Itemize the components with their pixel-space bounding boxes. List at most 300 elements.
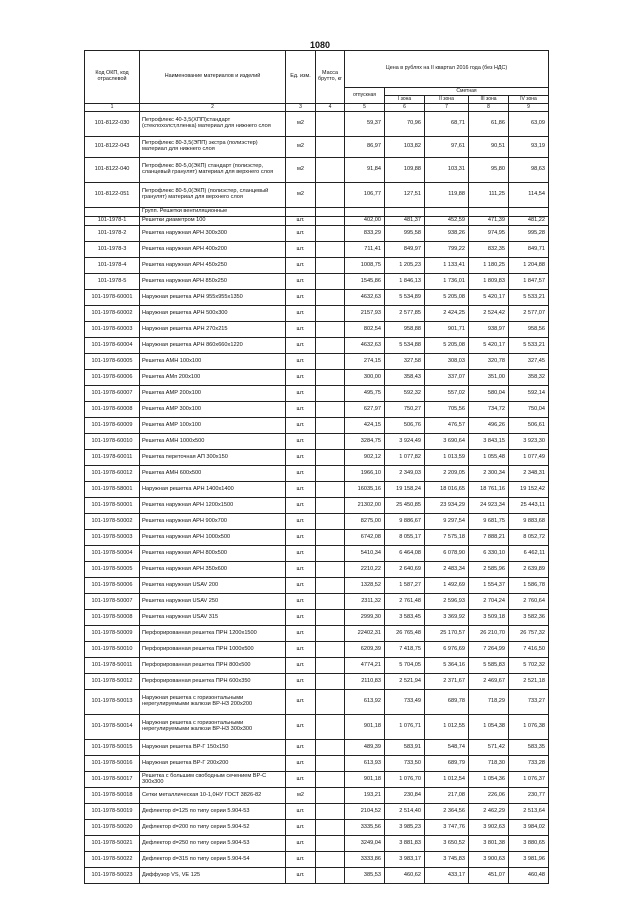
row-code: 101-1978-50007: [85, 594, 140, 610]
row-release-price: 711,41: [345, 242, 385, 258]
row-zone3-price: 95,80: [469, 158, 509, 183]
row-name: Перфорированная решетка ПРН 600x350: [140, 674, 286, 690]
row-zone4-price: 1 077,49: [509, 450, 549, 466]
row-zone4-price: [509, 208, 549, 217]
row-release-price: 86,97: [345, 137, 385, 158]
row-unit: шт.: [286, 217, 316, 226]
row-unit: шт.: [286, 626, 316, 642]
row-unit: шт.: [286, 434, 316, 450]
row-code: 101-1978-50006: [85, 578, 140, 594]
row-name: Решетка наружная АРН 850x250: [140, 274, 286, 290]
row-zone4-price: 7 416,50: [509, 642, 549, 658]
row-release-price: 3333,86: [345, 852, 385, 868]
row-release-price: 22402,31: [345, 626, 385, 642]
header-zone2: II зона: [425, 96, 469, 104]
row-zone3-price: 938,97: [469, 322, 509, 338]
row-mass: [316, 852, 345, 868]
row-zone2-price: 1 133,41: [425, 258, 469, 274]
row-zone2-price: 6 976,69: [425, 642, 469, 658]
row-zone1-price: 3 983,17: [385, 852, 425, 868]
row-name: Решетка наружная USAV 250: [140, 594, 286, 610]
table-row: [85, 836, 549, 852]
row-mass: [316, 578, 345, 594]
row-release-price: 613,92: [345, 690, 385, 715]
row-zone1-price: 230,84: [385, 788, 425, 804]
row-zone3-price: 90,51: [469, 137, 509, 158]
row-zone2-price: 6 078,90: [425, 546, 469, 562]
row-name: Решетка АМР 300x100: [140, 402, 286, 418]
row-zone3-price: 2 462,29: [469, 804, 509, 820]
row-mass: [316, 836, 345, 852]
row-mass: [316, 217, 345, 226]
row-name: Решетка АМР 200x100: [140, 386, 286, 402]
row-mass: [316, 158, 345, 183]
row-mass: [316, 450, 345, 466]
row-release-price: 2210,22: [345, 562, 385, 578]
table-row: [85, 578, 549, 594]
row-zone2-price: 337,07: [425, 370, 469, 386]
row-zone2-price: 689,78: [425, 690, 469, 715]
row-zone2-price: 3 747,76: [425, 820, 469, 836]
row-release-price: 901,18: [345, 772, 385, 788]
row-zone3-price: 2 469,67: [469, 674, 509, 690]
row-zone2-price: 103,31: [425, 158, 469, 183]
row-zone1-price: 6 464,08: [385, 546, 425, 562]
row-name: Петрофлекс 80-5,0(ЭКП) (полиэстер, сланцевый гранулят) материал для верхнего слоя: [140, 183, 286, 208]
row-unit: шт.: [286, 290, 316, 306]
row-code: 101-1978-1: [85, 217, 140, 226]
row-unit: шт.: [286, 772, 316, 788]
row-release-price: 2157,93: [345, 306, 385, 322]
row-zone4-price: 98,63: [509, 158, 549, 183]
row-zone4-price: 481,22: [509, 217, 549, 226]
row-zone4-price: 19 152,42: [509, 482, 549, 498]
row-zone3-price: 226,06: [469, 788, 509, 804]
row-zone3-price: 3 902,63: [469, 820, 509, 836]
row-mass: [316, 112, 345, 137]
row-zone2-price: 68,71: [425, 112, 469, 137]
table-row: [85, 498, 549, 514]
row-name: Решетка АМН 600x500: [140, 466, 286, 482]
row-code: 101-1978-2: [85, 226, 140, 242]
row-zone2-price: 119,88: [425, 183, 469, 208]
row-release-price: 193,21: [345, 788, 385, 804]
row-code: 101-1978-60005: [85, 354, 140, 370]
row-name: Наружная решетка АРН 860x660x1220: [140, 338, 286, 354]
row-code: 101-1978-50002: [85, 514, 140, 530]
table-row: [85, 217, 549, 226]
row-mass: [316, 740, 345, 756]
row-release-price: [345, 208, 385, 217]
row-zone1-price: 733,50: [385, 756, 425, 772]
row-zone4-price: 1 204,88: [509, 258, 549, 274]
row-code: 101-1978-60009: [85, 418, 140, 434]
row-zone3-price: 1 554,37: [469, 578, 509, 594]
row-zone3-price: 832,35: [469, 242, 509, 258]
row-zone4-price: 25 443,11: [509, 498, 549, 514]
row-zone2-price: 217,08: [425, 788, 469, 804]
row-name: Решетка АМН 1000x500: [140, 434, 286, 450]
row-zone4-price: 93,19: [509, 137, 549, 158]
row-mass: [316, 354, 345, 370]
row-zone2-price: 689,79: [425, 756, 469, 772]
row-unit: шт.: [286, 498, 316, 514]
row-mass: [316, 466, 345, 482]
row-mass: [316, 498, 345, 514]
row-unit: шт.: [286, 562, 316, 578]
row-mass: [316, 306, 345, 322]
row-zone3-price: 580,04: [469, 386, 509, 402]
row-zone4-price: 3 582,36: [509, 610, 549, 626]
row-release-price: 91,84: [345, 158, 385, 183]
table-row: [85, 137, 549, 158]
row-mass: [316, 642, 345, 658]
row-release-price: 4632,63: [345, 338, 385, 354]
table-row: [85, 594, 549, 610]
row-zone3-price: 111,25: [469, 183, 509, 208]
row-name: Решетка наружная АРН 1200x1500: [140, 498, 286, 514]
row-mass: [316, 242, 345, 258]
table-row: [85, 226, 549, 242]
row-name: Наружная решетка с горизонтальными нерегулируемыми жалюзи ВР-НЗ 300x300: [140, 715, 286, 740]
row-zone1-price: 7 418,75: [385, 642, 425, 658]
row-unit: шт.: [286, 546, 316, 562]
row-unit: шт.: [286, 450, 316, 466]
row-release-price: 1328,52: [345, 578, 385, 594]
row-release-price: 2104,52: [345, 804, 385, 820]
row-code: 101-1978-60006: [85, 370, 140, 386]
row-release-price: 5410,34: [345, 546, 385, 562]
table-row: [85, 715, 549, 740]
row-zone2-price: 2 364,56: [425, 804, 469, 820]
row-zone4-price: 2 521,18: [509, 674, 549, 690]
row-unit: шт.: [286, 868, 316, 884]
row-zone3-price: 320,78: [469, 354, 509, 370]
row-mass: [316, 772, 345, 788]
row-zone1-price: 25 450,85: [385, 498, 425, 514]
row-release-price: 2110,83: [345, 674, 385, 690]
table-row: [85, 562, 549, 578]
row-code: 101-1978-50019: [85, 804, 140, 820]
row-zone1-price: 592,32: [385, 386, 425, 402]
row-zone4-price: 327,45: [509, 354, 549, 370]
row-zone3-price: 26 210,70: [469, 626, 509, 642]
row-mass: [316, 482, 345, 498]
row-zone2-price: 3 369,92: [425, 610, 469, 626]
row-code: 101-1978-50014: [85, 715, 140, 740]
row-zone1-price: 733,49: [385, 690, 425, 715]
row-zone4-price: 460,48: [509, 868, 549, 884]
row-zone2-price: [425, 208, 469, 217]
row-code: 101-1978-50015: [85, 740, 140, 756]
row-zone3-price: 24 923,34: [469, 498, 509, 514]
header-unit: Ед. изм.: [286, 51, 316, 104]
row-name: Наружная решетка АРН 1400x1400: [140, 482, 286, 498]
row-zone1-price: 1 076,70: [385, 772, 425, 788]
row-zone2-price: 25 170,57: [425, 626, 469, 642]
row-zone2-price: 3 690,64: [425, 434, 469, 450]
row-mass: [316, 788, 345, 804]
row-zone2-price: 901,71: [425, 322, 469, 338]
row-zone4-price: 63,09: [509, 112, 549, 137]
row-zone3-price: 2 300,34: [469, 466, 509, 482]
row-zone1-price: 1 077,82: [385, 450, 425, 466]
row-zone4-price: 3 981,96: [509, 852, 549, 868]
header-zone3: III зона: [469, 96, 509, 104]
row-unit: шт.: [286, 466, 316, 482]
row-zone4-price: 358,32: [509, 370, 549, 386]
row-name: Диффузор VS, VE 125: [140, 868, 286, 884]
row-zone2-price: 3 650,52: [425, 836, 469, 852]
row-release-price: 2311,32: [345, 594, 385, 610]
row-zone1-price: 481,37: [385, 217, 425, 226]
row-name: Решетка наружная USAV 200: [140, 578, 286, 594]
header-zone1: I зона: [385, 96, 425, 104]
row-name: Перфорированная решетка ПРН 800x500: [140, 658, 286, 674]
row-release-price: 4632,63: [345, 290, 385, 306]
row-zone3-price: 1 054,36: [469, 772, 509, 788]
row-code: 101-1978-50003: [85, 530, 140, 546]
row-release-price: 6209,39: [345, 642, 385, 658]
row-name: Наружная решетка ВР-Г 200x200: [140, 756, 286, 772]
row-zone4-price: 1 076,38: [509, 715, 549, 740]
row-unit: шт.: [286, 306, 316, 322]
column-index: 1: [85, 104, 140, 112]
row-unit: шт.: [286, 274, 316, 290]
row-zone1-price: 3 881,83: [385, 836, 425, 852]
row-unit: [286, 208, 316, 217]
row-mass: [316, 626, 345, 642]
row-zone3-price: 1 180,25: [469, 258, 509, 274]
row-zone3-price: 2 585,96: [469, 562, 509, 578]
row-code: [85, 208, 140, 217]
row-unit: шт.: [286, 418, 316, 434]
row-release-price: 106,77: [345, 183, 385, 208]
row-name: Петрофлекс 80-5,0(ЭКП) стандарт (полиэстер, сланцевый гранулят) материал для верхнего слоя: [140, 158, 286, 183]
row-name: Петрофлекс 80-3,5(ЭПП) экстра (полиэстер) материал для нижнего слоя: [140, 137, 286, 158]
row-zone1-price: 2 761,48: [385, 594, 425, 610]
row-code: 101-1978-50020: [85, 820, 140, 836]
row-name: Перфорированная решетка ПРН 1200x1500: [140, 626, 286, 642]
row-zone1-price: 460,62: [385, 868, 425, 884]
row-zone1-price: 958,88: [385, 322, 425, 338]
column-index-row: [85, 104, 549, 112]
row-name: Решетка переточная АП 300x150: [140, 450, 286, 466]
row-name: Решетка наружная USAV 315: [140, 610, 286, 626]
table-row: [85, 450, 549, 466]
row-unit: шт.: [286, 258, 316, 274]
row-zone3-price: 2 524,42: [469, 306, 509, 322]
row-code: 101-8122-030: [85, 112, 140, 137]
row-zone4-price: 2 348,31: [509, 466, 549, 482]
row-code: 101-1978-60008: [85, 402, 140, 418]
row-zone2-price: 705,56: [425, 402, 469, 418]
row-zone1-price: 70,96: [385, 112, 425, 137]
row-zone3-price: 3 900,63: [469, 852, 509, 868]
row-code: 101-1978-50018: [85, 788, 140, 804]
row-zone4-price: 3 923,30: [509, 434, 549, 450]
row-zone1-price: 9 886,67: [385, 514, 425, 530]
table-row: [85, 354, 549, 370]
table-row: [85, 418, 549, 434]
row-code: 101-1978-60002: [85, 306, 140, 322]
row-name: Решетка наружная АРН 800x500: [140, 546, 286, 562]
row-zone4-price: 5 533,21: [509, 290, 549, 306]
row-zone2-price: 97,61: [425, 137, 469, 158]
row-mass: [316, 386, 345, 402]
row-zone3-price: 2 704,24: [469, 594, 509, 610]
row-mass: [316, 610, 345, 626]
row-zone1-price: 995,58: [385, 226, 425, 242]
row-name: Решетка наружная АРН 300x300: [140, 226, 286, 242]
row-zone1-price: 2 640,69: [385, 562, 425, 578]
row-mass: [316, 820, 345, 836]
row-mass: [316, 674, 345, 690]
row-unit: шт.: [286, 482, 316, 498]
row-code: 101-1978-50001: [85, 498, 140, 514]
row-zone1-price: 5 534,89: [385, 290, 425, 306]
row-mass: [316, 258, 345, 274]
table-row: [85, 530, 549, 546]
row-code: 101-1978-50016: [85, 756, 140, 772]
row-zone3-price: [469, 208, 509, 217]
table-row: [85, 756, 549, 772]
row-zone4-price: 750,04: [509, 402, 549, 418]
table-row: [85, 242, 549, 258]
row-zone2-price: 799,22: [425, 242, 469, 258]
row-zone4-price: 1 076,37: [509, 772, 549, 788]
row-mass: [316, 226, 345, 242]
row-release-price: 424,15: [345, 418, 385, 434]
row-zone1-price: 358,43: [385, 370, 425, 386]
row-zone2-price: 7 575,18: [425, 530, 469, 546]
row-unit: шт.: [286, 740, 316, 756]
row-zone3-price: 1 809,83: [469, 274, 509, 290]
row-unit: шт.: [286, 530, 316, 546]
column-index: 5: [345, 104, 385, 112]
row-mass: [316, 690, 345, 715]
row-zone1-price: 2 577,85: [385, 306, 425, 322]
row-mass: [316, 274, 345, 290]
table-row: [85, 546, 549, 562]
row-code: 101-1978-5: [85, 274, 140, 290]
row-code: 101-1978-50013: [85, 690, 140, 715]
row-unit: м2: [286, 183, 316, 208]
row-code: 101-1978-60012: [85, 466, 140, 482]
table-row: [85, 804, 549, 820]
row-zone2-price: 1 492,69: [425, 578, 469, 594]
row-zone4-price: 995,28: [509, 226, 549, 242]
row-unit: шт.: [286, 226, 316, 242]
row-zone1-price: 5 534,88: [385, 338, 425, 354]
table-row: [85, 338, 549, 354]
row-unit: м2: [286, 158, 316, 183]
row-code: 101-1978-50012: [85, 674, 140, 690]
row-release-price: 495,75: [345, 386, 385, 402]
row-mass: [316, 338, 345, 354]
price-table-body: [85, 51, 549, 884]
row-zone2-price: 5 364,16: [425, 658, 469, 674]
row-unit: шт.: [286, 642, 316, 658]
row-zone3-price: 734,72: [469, 402, 509, 418]
row-unit: шт.: [286, 578, 316, 594]
row-zone4-price: 1 586,78: [509, 578, 549, 594]
row-zone1-price: 327,58: [385, 354, 425, 370]
row-name: Петрофлекс 40-3,5(ХПП)стандарт (стеклохолст,пленка) материал для нижнего слоя: [140, 112, 286, 137]
row-unit: шт.: [286, 756, 316, 772]
table-row: [85, 610, 549, 626]
row-zone2-price: 1 012,54: [425, 772, 469, 788]
row-mass: [316, 514, 345, 530]
row-zone3-price: 6 330,10: [469, 546, 509, 562]
row-release-price: 1966,10: [345, 466, 385, 482]
table-row: [85, 112, 549, 137]
row-zone3-price: 61,86: [469, 112, 509, 137]
column-index: 4: [316, 104, 345, 112]
row-name: Решетки диаметром 100: [140, 217, 286, 226]
row-release-price: 21302,00: [345, 498, 385, 514]
row-zone3-price: 5 420,17: [469, 338, 509, 354]
row-zone3-price: 3 509,18: [469, 610, 509, 626]
row-zone4-price: 592,14: [509, 386, 549, 402]
row-code: 101-1978-60004: [85, 338, 140, 354]
row-release-price: 4774,21: [345, 658, 385, 674]
row-code: 101-1978-60011: [85, 450, 140, 466]
row-release-price: 1545,86: [345, 274, 385, 290]
row-name: Решетка наружная АРН 450x250: [140, 258, 286, 274]
row-zone1-price: 103,82: [385, 137, 425, 158]
row-code: 101-1978-60003: [85, 322, 140, 338]
table-row: [85, 306, 549, 322]
page-number: 1080: [309, 40, 331, 50]
row-zone3-price: 718,30: [469, 756, 509, 772]
row-zone2-price: 5 205,08: [425, 338, 469, 354]
row-unit: шт.: [286, 820, 316, 836]
row-zone3-price: 351,00: [469, 370, 509, 386]
row-release-price: 802,54: [345, 322, 385, 338]
table-header-row: [85, 51, 549, 88]
row-release-price: 300,00: [345, 370, 385, 386]
row-zone2-price: 452,59: [425, 217, 469, 226]
row-code: 101-1978-50009: [85, 626, 140, 642]
row-zone3-price: 5 585,83: [469, 658, 509, 674]
row-unit: шт.: [286, 610, 316, 626]
row-zone4-price: 3 880,65: [509, 836, 549, 852]
row-mass: [316, 208, 345, 217]
row-release-price: 274,15: [345, 354, 385, 370]
row-zone3-price: 3 801,38: [469, 836, 509, 852]
row-zone3-price: 7 888,21: [469, 530, 509, 546]
row-code: 101-1978-50010: [85, 642, 140, 658]
row-zone3-price: 1 054,38: [469, 715, 509, 740]
row-name: Наружная решетка ВР-Г 150x150: [140, 740, 286, 756]
table-row: [85, 674, 549, 690]
row-mass: [316, 434, 345, 450]
column-index: 3: [286, 104, 316, 112]
row-name: Решетка АМп 200x100: [140, 370, 286, 386]
row-zone1-price: 1 587,27: [385, 578, 425, 594]
table-row: [85, 402, 549, 418]
row-mass: [316, 418, 345, 434]
row-code: 101-1978-60007: [85, 386, 140, 402]
row-code: 101-1978-50021: [85, 836, 140, 852]
row-code: 101-1978-50017: [85, 772, 140, 788]
header-zone4: IV зона: [509, 96, 549, 104]
row-mass: [316, 715, 345, 740]
row-name: Наружная решетка АРН 955x955x1350: [140, 290, 286, 306]
price-table: [84, 50, 549, 884]
row-zone4-price: 2 639,89: [509, 562, 549, 578]
